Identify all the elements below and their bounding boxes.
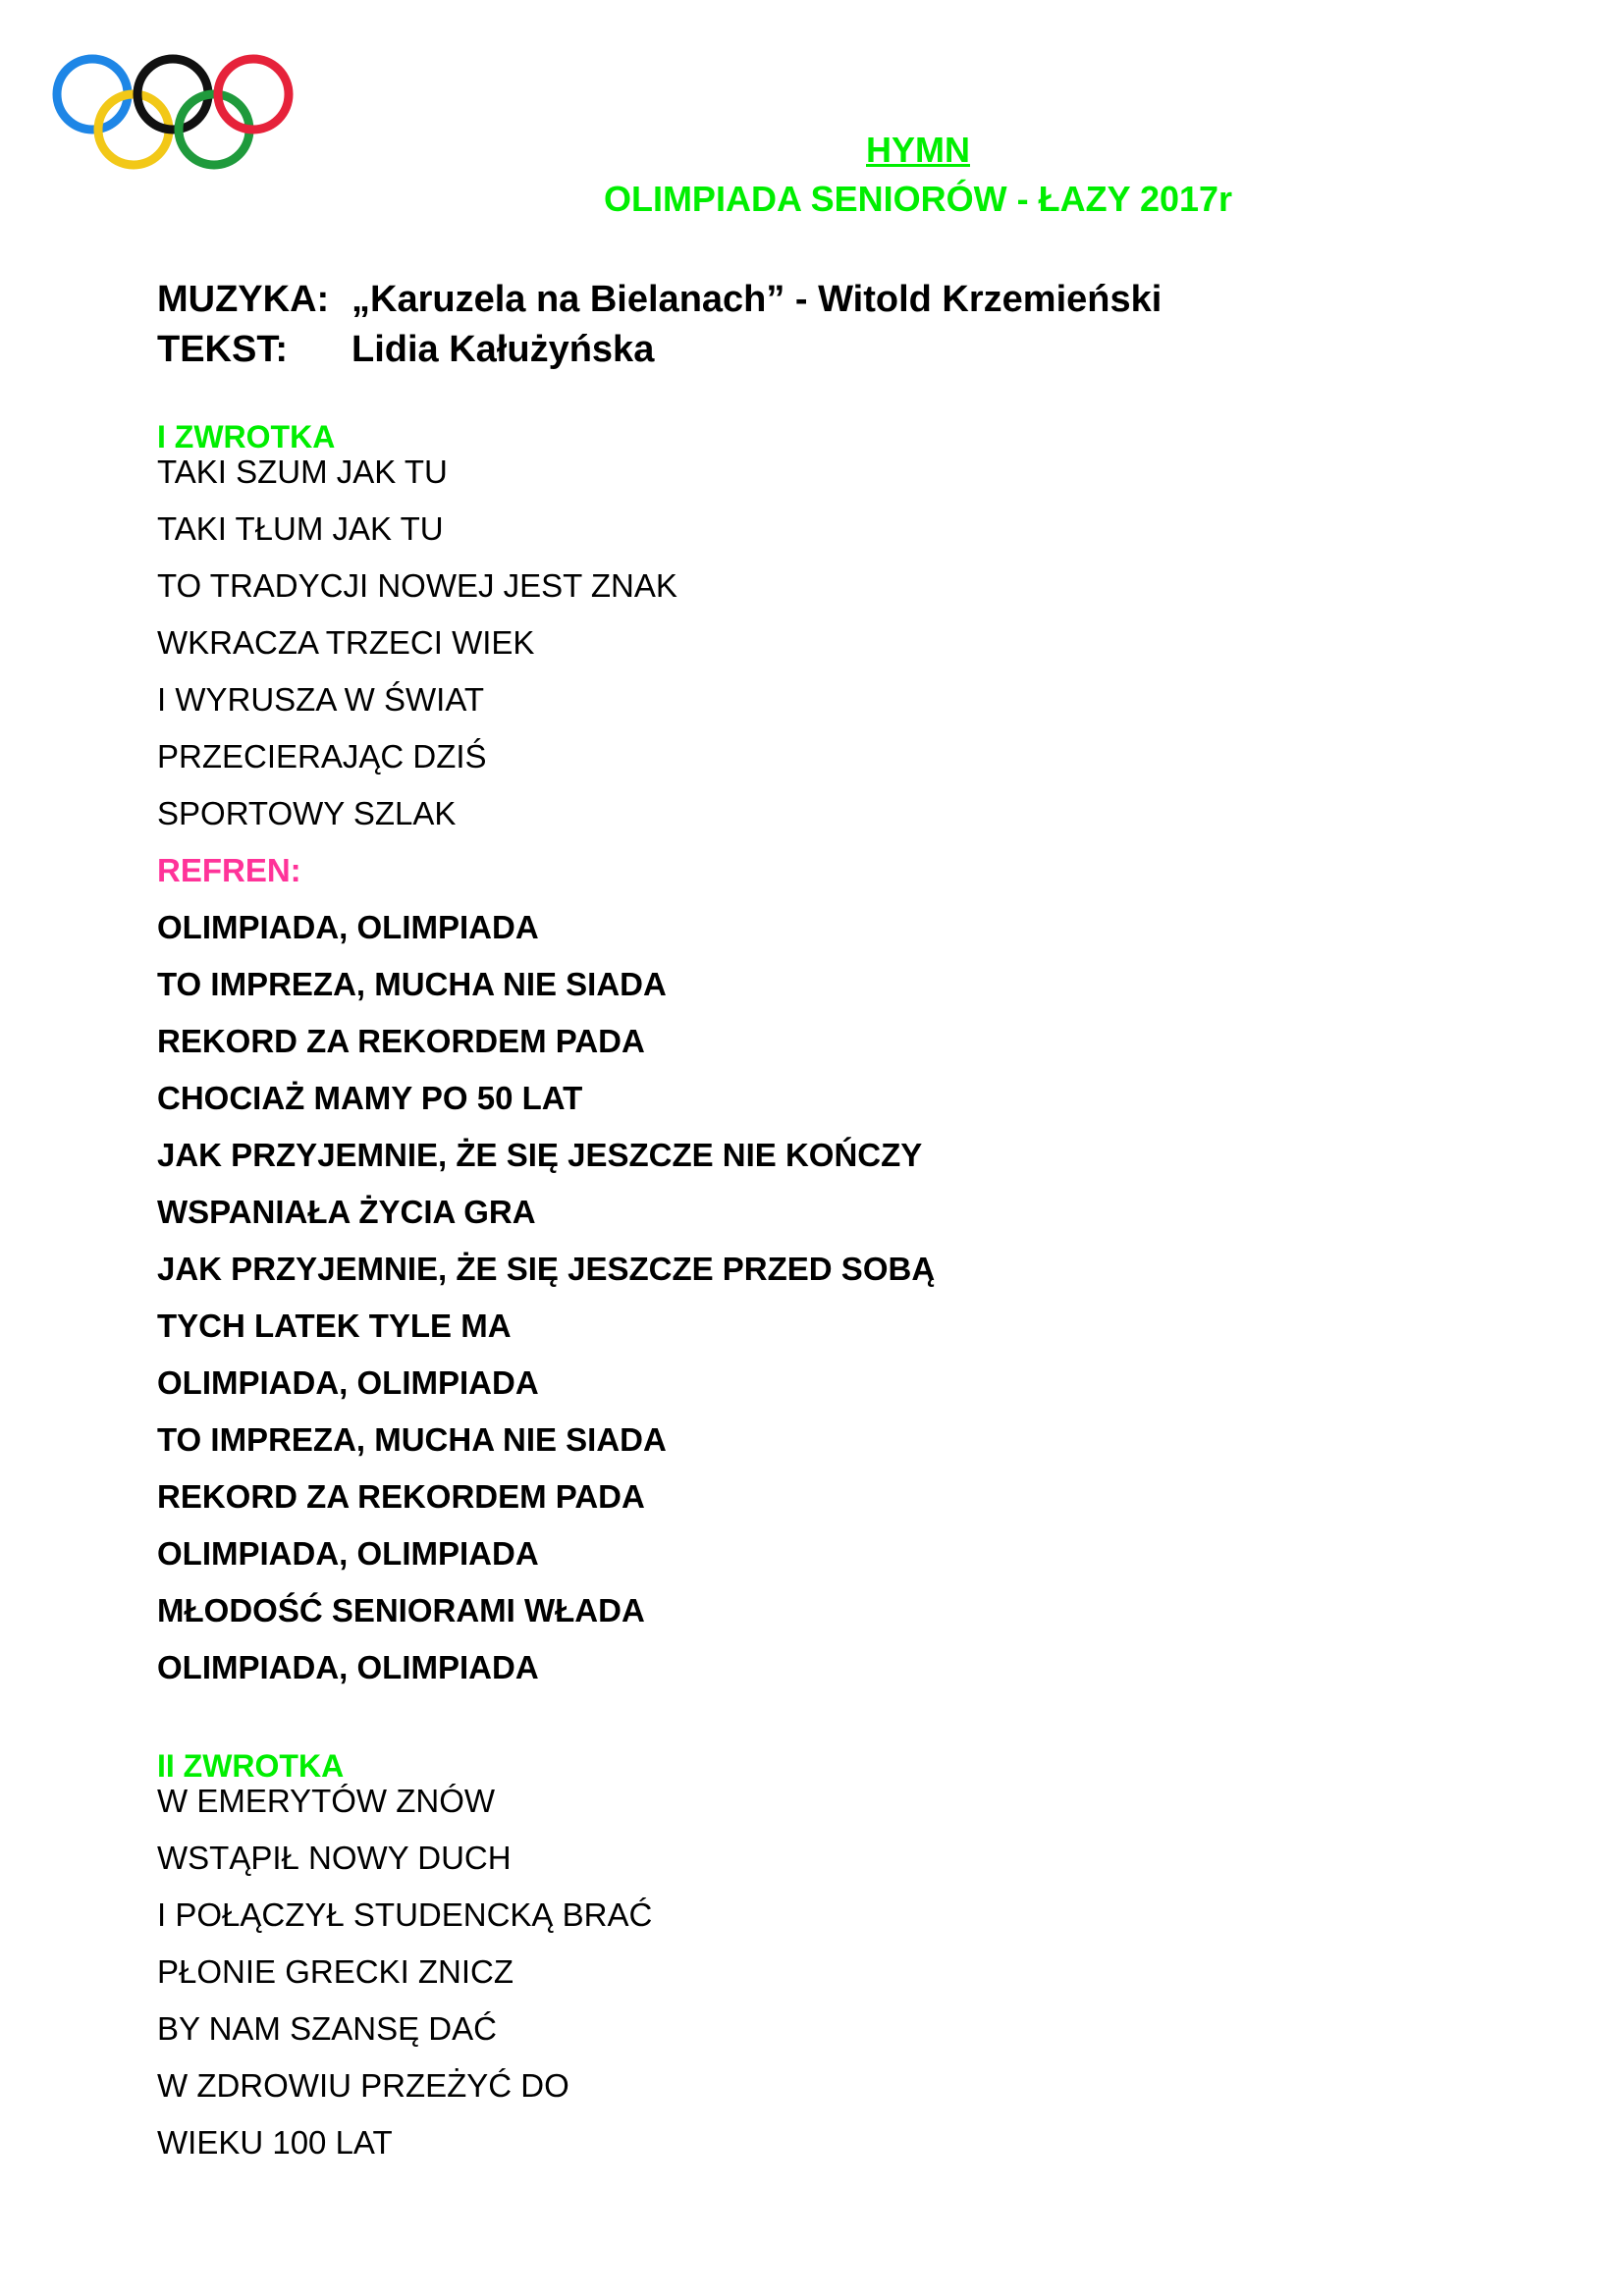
refrain-line: MŁODOŚĆ SENIORAMI WŁADA (157, 1592, 645, 1629)
verse-2-line: W EMERYTÓW ZNÓW (157, 1783, 496, 1819)
verse-1-line: I WYRUSZA W ŚWIAT (157, 681, 485, 718)
refrain-line: TO IMPREZA, MUCHA NIE SIADA (157, 966, 667, 1002)
title-hymn: HYMN (866, 130, 970, 170)
verse-2-line: WIEKU 100 LAT (157, 2124, 393, 2161)
verse-2-lines (157, 1773, 1433, 2171)
verse-1 (157, 418, 1433, 1696)
refrain (157, 842, 1433, 1696)
verse-2-line: WSTĄPIŁ NOWY DUCH (157, 1840, 512, 1876)
credit-text-value: Lidia Kałużyńska (351, 329, 655, 370)
verse-1-line: TAKI SZUM JAK TU (157, 454, 448, 490)
refrain-line: WSPANIAŁA ŻYCIA GRA (157, 1194, 536, 1230)
credit-music-label: MUZYKA: (157, 279, 330, 320)
refrain-line: JAK PRZYJEMNIE, ŻE SIĘ JESZCZE PRZED SOBĄ (157, 1251, 936, 1287)
verse-2-line: BY NAM SZANSĘ DAĆ (157, 2010, 497, 2047)
refrain-line: TYCH LATEK TYLE MA (157, 1308, 512, 1344)
refrain-line: OLIMPIADA, OLIMPIADA (157, 909, 539, 945)
verse-1-line: WKRACZA TRZECI WIEK (157, 624, 535, 661)
credit-music (157, 278, 1162, 321)
credit-text-label: TEKST: (157, 329, 288, 370)
title-event: OLIMPIADA SENIORÓW - ŁAZY 2017r (603, 179, 1233, 219)
refrain-line: REKORD ZA REKORDEM PADA (157, 1023, 645, 1059)
verse-2-line: PŁONIE GRECKI ZNICZ (157, 1953, 514, 1990)
refrain-line: REKORD ZA REKORDEM PADA (157, 1478, 645, 1515)
refrain-line: CHOCIAŻ MAMY PO 50 LAT (157, 1080, 583, 1116)
credit-music-value: „Karuzela na Bielanach” - Witold Krzemieński (351, 279, 1162, 320)
verse-1-line: PRZECIERAJĄC DZIŚ (157, 738, 487, 774)
verse-1-lines (157, 444, 1433, 842)
refrain-line: OLIMPIADA, OLIMPIADA (157, 1649, 539, 1685)
credit-text (157, 328, 654, 371)
verse-2-line: I POŁĄCZYŁ STUDENCKĄ BRAĆ (157, 1896, 653, 1933)
refrain-line: JAK PRZYJEMNIE, ŻE SIĘ JESZCZE NIE KOŃCZY (157, 1137, 923, 1173)
verse-2 (157, 1747, 1433, 2171)
refrain-line: OLIMPIADA, OLIMPIADA (157, 1535, 539, 1572)
refrain-line: OLIMPIADA, OLIMPIADA (157, 1364, 539, 1401)
verse-1-heading: I ZWROTKA (157, 419, 336, 454)
verse-2-heading: II ZWROTKA (157, 1748, 345, 1784)
verse-1-line: SPORTOWY SZLAK (157, 795, 457, 831)
verse-1-line: TAKI TŁUM JAK TU (157, 510, 444, 547)
verse-2-line: W ZDROWIU PRZEŻYĆ DO (157, 2067, 569, 2104)
refrain-heading: REFREN: (157, 852, 301, 888)
verse-1-line: TO TRADYCJI NOWEJ JEST ZNAK (157, 567, 677, 604)
refrain-line: TO IMPREZA, MUCHA NIE SIADA (157, 1421, 667, 1458)
